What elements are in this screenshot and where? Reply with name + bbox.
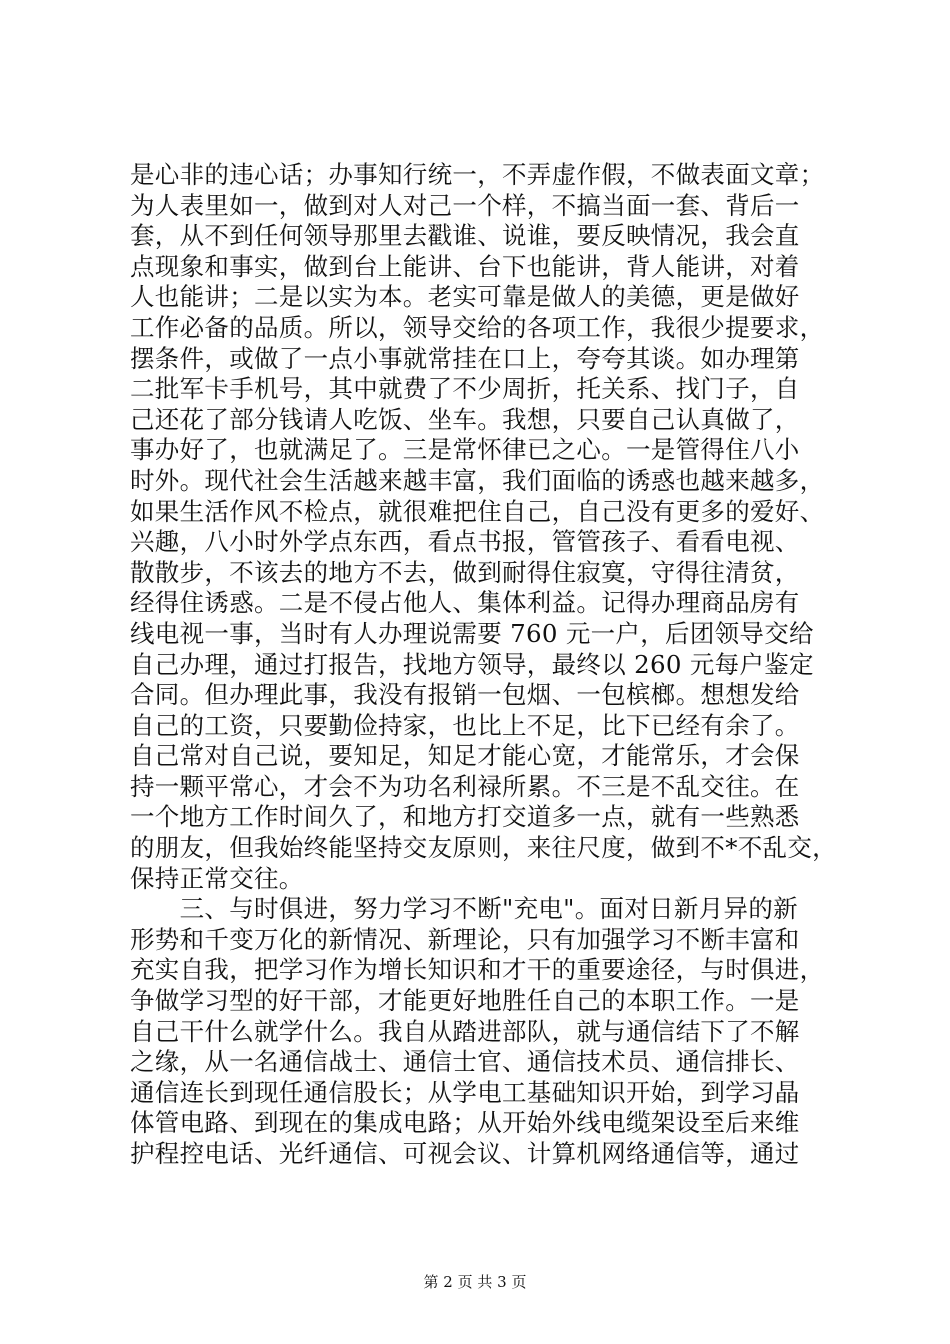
text-line: 二批军卡手机号，其中就费了不少周折，托关系、找门子，自 <box>130 374 800 404</box>
body-text <box>130 160 840 1170</box>
text-line: 如果生活作风不检点，就很难把住自己，自己没有更多的爱好、 <box>130 496 825 526</box>
text-line: 工作必备的品质。所以，领导交给的各项工作，我很少提要求， <box>130 312 825 342</box>
text-line: 事办好了，也就满足了。三是常怀律已之心。一是管得住八小 <box>130 435 800 465</box>
text-line: 是心非的违心话；办事知行统一，不弄虚作假，不做表面文章； <box>130 160 825 189</box>
text-line: 体管电路、到现在的集成电路；从开始外线电缆架设至后来维 <box>130 1108 800 1138</box>
text-line: 自己的工资，只要勤俭持家，也比上不足，比下已经有余了。 <box>130 710 800 740</box>
text-line: 时外。现代社会生活越来越丰富，我们面临的诱惑也越来越多， <box>130 465 825 495</box>
text-line: 护程控电话、光纤通信、可视会议、计算机网络通信等，通过 <box>130 1139 800 1168</box>
text-line: 摆条件，或做了一点小事就常挂在口上，夸夸其谈。如办理第 <box>130 343 800 373</box>
page-footer: 第 2 页 共 3 页 <box>423 1273 527 1291</box>
text-line: 保持正常交往。 <box>130 863 304 893</box>
text-line: 合同。但办理此事，我没有报销一包烟、一包槟榔。想想发给 <box>130 680 800 710</box>
text-line: 争做学习型的好干部，才能更好地胜任自己的本职工作。一是 <box>130 986 800 1016</box>
text-line: 充实自我，把学习作为增长知识和才干的重要途径，与时俱进， <box>130 955 825 985</box>
text-line: 经得住诱惑。二是不侵占他人、集体利益。记得办理商品房有 <box>130 588 800 618</box>
text-line: 套，从不到任何领导那里去戳谁、说谁，要反映情况，我会直 <box>130 221 800 251</box>
text-line: 兴趣，八小时外学点东西，看点书报，管管孩子、看看电视、 <box>130 527 800 557</box>
text-line: 人也能讲；二是以实为本。老实可靠是做人的美德，更是做好 <box>130 282 800 312</box>
text-line: 点现象和事实，做到台上能讲、台下也能讲，背人能讲，对着 <box>130 251 800 281</box>
text-line: 持一颗平常心，才会不为功名利禄所累。不三是不乱交往。在 <box>130 771 800 801</box>
text-line: 的朋友，但我始终能坚持交友原则，来往尺度，做到不*不乱交， <box>130 833 837 863</box>
text-line: 自己常对自己说，要知足，知足才能心宽，才能常乐，才会保 <box>130 741 800 771</box>
text-line: 散散步，不该去的地方不去，做到耐得住寂寞，守得往清贫， <box>130 557 800 587</box>
text-line: 三、与时俱进，努力学习不断"充电"。面对日新月异的新 <box>130 894 798 924</box>
text-line: 之缘，从一名通信战士、通信士官、通信技术员、通信排长、 <box>130 1047 800 1077</box>
text-line: 通信连长到现任通信股长；从学电工基础知识开始，到学习晶 <box>130 1077 800 1107</box>
text-line: 自己办理，通过打报告，找地方领导，最终以 260 元每户鉴定 <box>130 649 814 679</box>
text-line: 线电视一事，当时有人办理说需要 760 元一户，后团领导交给 <box>130 618 814 648</box>
text-line: 己还花了部分钱请人吃饭、坐车。我想，只要自己认真做了， <box>130 404 800 434</box>
text-line: 一个地方工作时间久了，和地方打交道多一点，就有一些熟悉 <box>130 802 800 832</box>
text-line: 为人表里如一，做到对人对己一个样，不搞当面一套、背后一 <box>130 190 800 220</box>
text-line: 自己干什么就学什么。我自从踏进部队，就与通信结下了不解 <box>130 1016 800 1046</box>
text-line: 形势和千变万化的新情况、新理论，只有加强学习不断丰富和 <box>130 924 800 954</box>
